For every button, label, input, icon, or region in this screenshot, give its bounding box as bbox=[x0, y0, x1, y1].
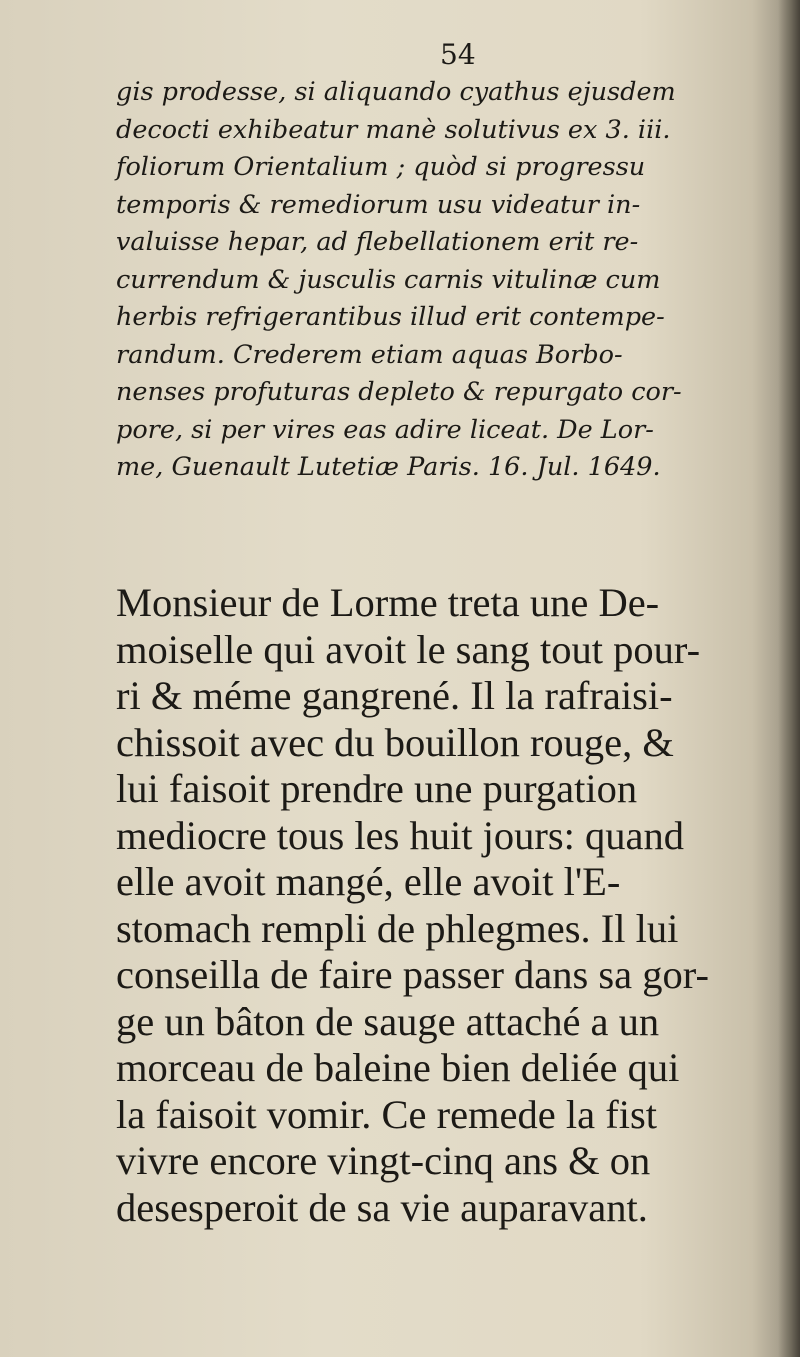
text-line: gis prodesse, si aliquando cyathus ejusdem bbox=[116, 77, 676, 107]
page-number: 54 bbox=[440, 38, 476, 71]
text-line: randum. Crederem etiam aquas Borbo- bbox=[116, 339, 623, 370]
text-line: la faisoit vomir. Ce remede la fist bbox=[116, 1091, 657, 1137]
text-line: chissoit avec du bouillon rouge, & bbox=[116, 719, 674, 765]
text-line: desesperoit de sa vie auparavant. bbox=[116, 1184, 648, 1230]
latin-paragraph bbox=[116, 74, 772, 487]
text-line: ge un bâton de sauge attaché a un bbox=[116, 998, 660, 1044]
text-line: conseilla de faire passer dans sa gor- bbox=[116, 952, 709, 997]
text-line: lui faisoit prendre une purgation bbox=[116, 766, 638, 811]
text-line: stomach rempli de phlegmes. Il lui bbox=[116, 905, 679, 951]
text-line: morceau de baleine bien deliée qui bbox=[116, 1045, 680, 1090]
text-line: currendum & jusculis carnis vitulinæ cum bbox=[116, 264, 661, 295]
text-line: decocti exhibeatur manè solutivus ex 3. iii. bbox=[116, 114, 671, 145]
french-paragraph bbox=[116, 580, 776, 1231]
text-line: pore, si per vires eas adire liceat. De Lor- bbox=[116, 414, 654, 445]
text-line: foliorum Orientalium ; quòd si progressu bbox=[116, 152, 646, 182]
text-line: me, Guenault Lutetiæ Paris. 16. Jul. 1649. bbox=[116, 452, 661, 482]
text-line: ri & méme gangrené. Il la rafraisi- bbox=[116, 673, 673, 718]
text-line: mediocre tous les huit jours: quand bbox=[116, 812, 685, 858]
text-line: temporis & remediorum usu videatur in- bbox=[116, 189, 641, 220]
text-line: vivre encore vingt-cinq ans & on bbox=[116, 1138, 651, 1183]
text-line: nenses profuturas depleto & repurgato cor- bbox=[116, 377, 682, 407]
text-line: valuisse hepar, ad flebellationem erit re- bbox=[116, 227, 639, 257]
text-line: moiselle qui avoit le sang tout pour- bbox=[116, 626, 701, 672]
text-line: elle avoit mangé, elle avoit l'E- bbox=[116, 859, 621, 904]
text-line: Monsieur de Lorme treta une De- bbox=[116, 580, 660, 625]
page-edge-shadow bbox=[778, 0, 800, 1357]
text-line: herbis refrigerantibus illud erit contempe- bbox=[116, 302, 665, 332]
